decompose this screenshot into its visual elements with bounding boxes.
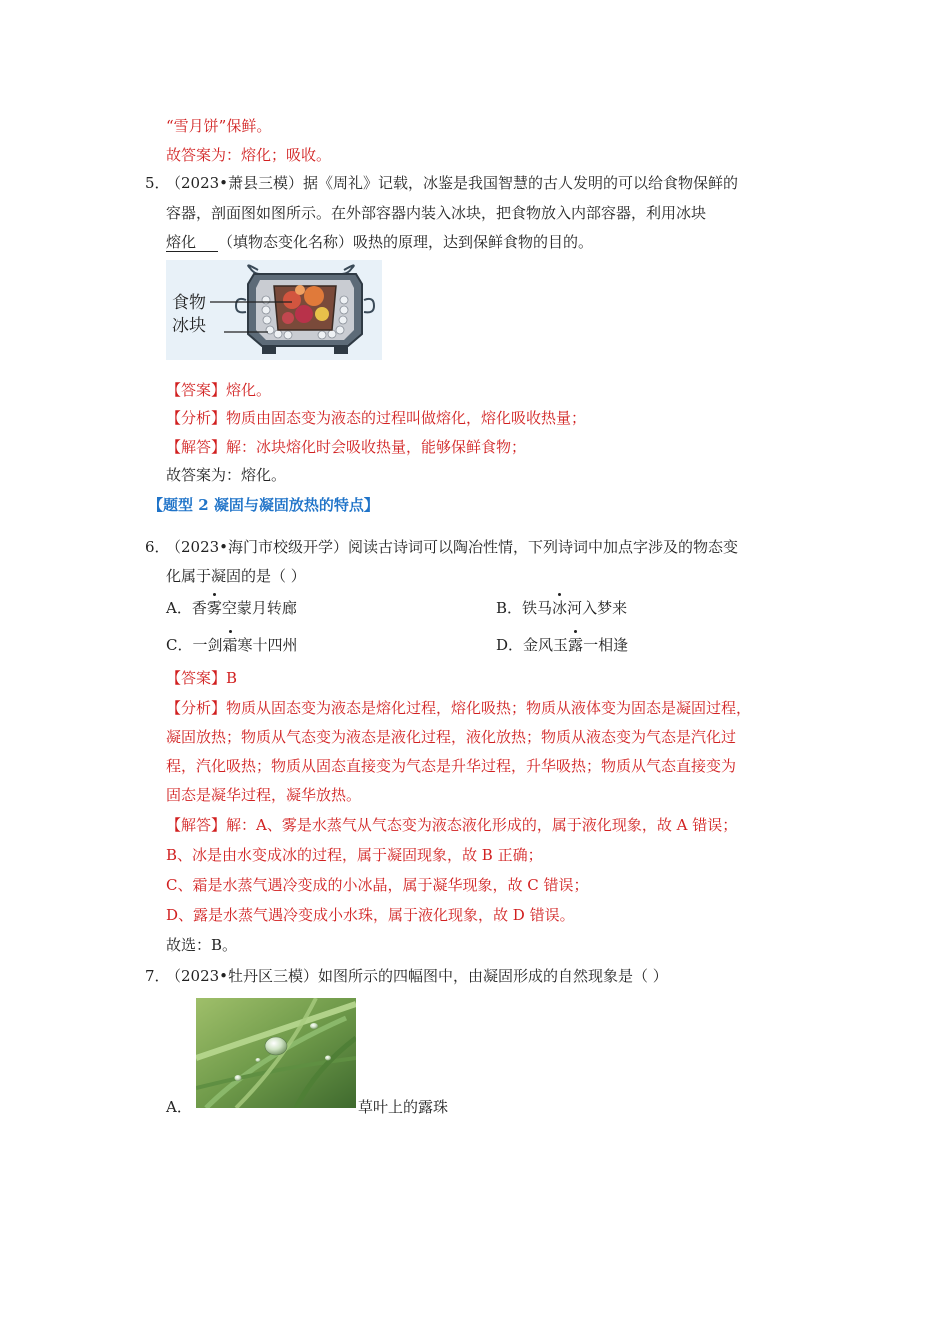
dotted-character: 雾 <box>206 599 222 617</box>
analysis-line: 【分析】物质由固态变为液态的过程叫做熔化，熔化吸收热量； <box>166 409 587 427</box>
question-number: 7． <box>145 967 170 985</box>
option-text: 铁马 <box>522 599 553 617</box>
grass-dew-image <box>196 998 356 1108</box>
ice-chest-figure <box>166 260 382 360</box>
option-text: 金风玉 <box>523 636 569 654</box>
question-text: （2023•牡丹区三模）如图所示的四幅图中，由凝固形成的自然现象是（ ） <box>166 967 668 985</box>
option-label: B． <box>496 599 523 617</box>
option-text: 一相逢 <box>583 636 629 654</box>
option-c[interactable] <box>166 635 298 655</box>
option-text: 河入梦来 <box>567 599 628 617</box>
dotted-character: 露 <box>568 636 584 654</box>
figure-label-ice: 冰块 <box>172 316 206 336</box>
question-text: 化属于凝固的是（ ） <box>166 567 306 585</box>
option-text: 空蒙月转廊 <box>221 599 297 617</box>
solution-line: D、露是水蒸气遇冷变成小水珠，属于液化现象，故 D 错误。 <box>166 906 575 924</box>
question-number: 5． <box>145 174 170 192</box>
option-label: C． <box>166 636 193 654</box>
text-line: 故答案为：熔化；吸收。 <box>166 146 332 164</box>
answer-line: 【答案】B <box>166 669 238 687</box>
analysis-line: 程，汽化吸热；物质从固态直接变为气态是升华过程，升华吸热；物质从气态直接变为 <box>166 757 737 775</box>
option-text: 寒十四州 <box>237 636 298 654</box>
conclusion-line: 故答案为：熔化。 <box>166 466 287 484</box>
option-d[interactable] <box>496 635 628 655</box>
solution-line: B、冰是由水变成冰的过程，属于凝固现象，故 B 正确； <box>166 846 543 864</box>
dotted-character: 冰 <box>552 599 568 617</box>
question-text: （2023•萧县三模）据《周礼》记载，冰鉴是我国智慧的古人发明的可以给食物保鲜的 <box>166 174 739 192</box>
figure-label-food: 食物 <box>172 293 206 313</box>
solution-line: C、霜是水蒸气遇冷变成的小冰晶，属于凝华现象，故 C 错误； <box>166 876 589 894</box>
option-a-label[interactable]: A． <box>166 1098 192 1116</box>
answer-line: 【答案】熔化。 <box>166 381 272 399</box>
question-number: 6． <box>145 538 170 556</box>
option-text: 一剑 <box>192 636 223 654</box>
option-b[interactable] <box>496 598 627 618</box>
option-a[interactable] <box>166 598 297 618</box>
question-text: （2023•海门市校级开学）阅读古诗词可以陶冶性情，下列诗词中加点字涉及的物态变 <box>166 538 739 556</box>
answer-blank: 熔化 <box>166 234 218 252</box>
question-text: 容器，剖面图如图所示。在外部容器内装入冰块，把食物放入内部容器，利用冰块 <box>166 204 707 222</box>
section-title: 【题型 2 凝固与凝固放热的特点】 <box>148 496 379 514</box>
question-text <box>166 232 593 252</box>
dotted-character: 霜 <box>222 636 238 654</box>
conclusion-line: 故选：B。 <box>166 936 238 954</box>
text-line: “雪月饼”保鲜。 <box>166 117 272 135</box>
option-label: A． <box>166 599 192 617</box>
analysis-line: 凝固放热；物质从气态变为液态是液化过程，液化放热；物质从液态变为气态是汽化过 <box>166 728 737 746</box>
option-text: 香 <box>191 599 207 617</box>
dewdrop-photo <box>196 998 356 1108</box>
question-text-rest: （填物态变化名称）吸热的原理，达到保鲜食物的目的。 <box>218 233 594 251</box>
option-a-caption: 草叶上的露珠 <box>358 1098 449 1116</box>
analysis-line: 固态是凝华过程，凝华放热。 <box>166 786 362 804</box>
solution-line: 【解答】解：A、雾是水蒸气从气态变为液态液化形成的，属于液化现象，故 A 错误； <box>166 816 738 834</box>
analysis-line: 【分析】物质从固态变为液态是熔化过程，熔化吸热；物质从液体变为固态是凝固过程， <box>166 699 752 717</box>
solution-line: 【解答】解：冰块熔化时会吸收热量，能够保鲜食物； <box>166 438 527 456</box>
option-label: D． <box>496 636 524 654</box>
